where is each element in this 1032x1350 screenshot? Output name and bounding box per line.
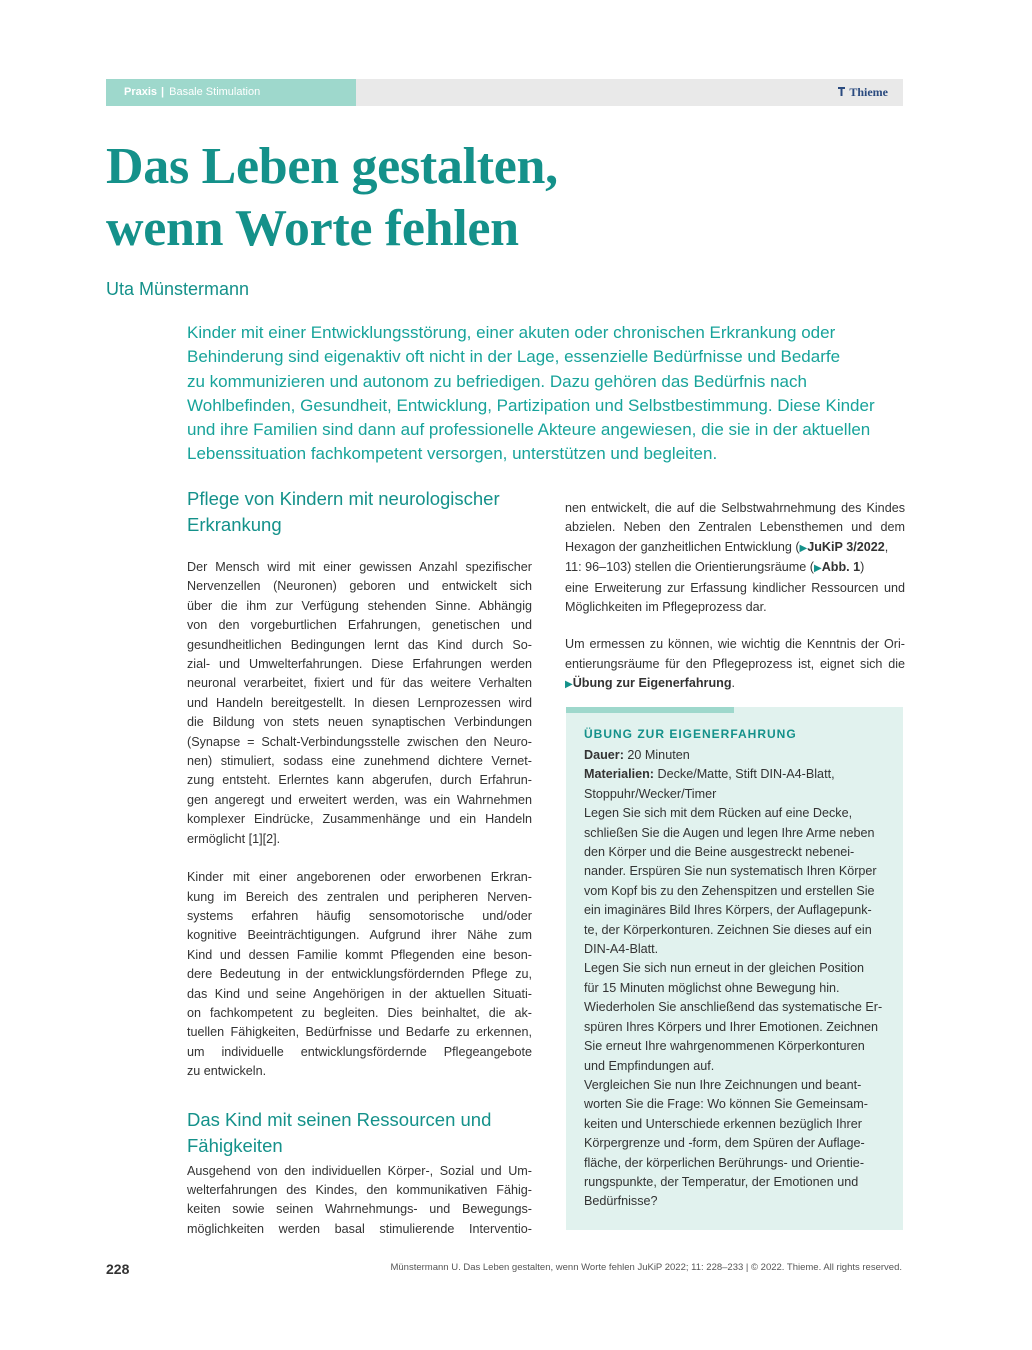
- paragraph-uebung-intro: [565, 635, 905, 694]
- article-abstract: [187, 321, 917, 467]
- text-line: Möglichkeiten im Pflegeprozess dar.: [565, 600, 767, 615]
- exercise-line: DIN-A4-Blatt.: [584, 942, 659, 957]
- duration-label: Dauer:: [584, 748, 624, 762]
- publisher-name: Thieme: [849, 85, 888, 99]
- exercise-line: Körpergrenze und -form, dem Spüren der Auflage-: [584, 1136, 865, 1151]
- text-line: die Bildung von stets neuen synaptischen Verbindungen: [187, 715, 532, 730]
- text-line: über die ihm zur Verfügung stehenden Sinne. Abhängig: [187, 598, 532, 613]
- text-line: ermöglicht [1][2].: [187, 831, 281, 846]
- duration-line: [584, 746, 889, 765]
- exercise-line: Legen Sie sich nun erneut in der gleichen Position: [584, 961, 865, 976]
- heading-line: Fähigkeiten: [187, 1134, 283, 1156]
- text-fragment: ): [860, 560, 865, 575]
- reference-link-abb1[interactable]: Abb. 1: [821, 560, 861, 575]
- text-line: entierungsräume für den Pflegeprozess ist, eignet sich die: [565, 656, 905, 671]
- box-accent-bar: [566, 707, 734, 713]
- exercise-line: fläche, der körperlichen Berührungs- und Orientie-: [584, 1155, 865, 1170]
- text-line: dere Bedeutung in der entwicklungsfördernden Pflege zu,: [187, 967, 532, 982]
- paragraph-ressourcen: [187, 1162, 532, 1240]
- text-line: Der Mensch wird mit einer gewissen Anzahl spezifischer: [187, 560, 532, 574]
- materials-value: Decke/Matte, Stift DIN-A4-Blatt,: [657, 767, 835, 782]
- section-tab: [106, 79, 356, 106]
- text-line: und Handeln bereitgestellt. In diesen Lernprozessen wird: [187, 695, 532, 710]
- text-line: abzielen. Neben den Zentralen Lebensthemen und dem: [565, 520, 905, 535]
- text-line: kung im Bereich des zentralen und peripheren Nerven-: [187, 889, 532, 904]
- exercise-content: [584, 726, 889, 1212]
- exercise-line: vom Kopf bis zu den Zehenspitzen und erstellen Sie: [584, 883, 875, 898]
- text-line: möglichkeiten werden basal stimulierende Interventio-: [187, 1221, 532, 1236]
- exercise-line: keiten und Unterschiede erkennen bezüglich Ihrer: [584, 1116, 862, 1131]
- paragraph-erkrankung: [187, 868, 532, 1081]
- exercise-line: Bedürfnisse?: [584, 1194, 658, 1209]
- exercise-line: Vergleichen Sie nun Ihre Zeichnungen und beant-: [584, 1077, 862, 1092]
- text-line: zung entsteht. Erlerntes kann abgerufen, durch Erfahrun-: [187, 773, 532, 788]
- heading-line: Pflege von Kindern mit neurologischer: [187, 488, 500, 509]
- text-line: [565, 674, 905, 694]
- text-fragment: Hexagon der ganzheitlichen Entwicklung (: [565, 539, 800, 554]
- text-line: Um ermessen zu können, wie wichtig die Kenntnis der Ori-: [565, 637, 905, 652]
- paragraph-orientierungsraeume: [565, 499, 905, 617]
- left-column: [187, 486, 532, 1239]
- exercise-box: [566, 707, 903, 1230]
- running-header: [106, 79, 903, 106]
- thieme-logo-icon: [837, 86, 846, 97]
- right-column: [565, 499, 905, 695]
- exercise-line: te, der Körperkonturen. Zeichnen Sie dieses auf ein: [584, 922, 872, 937]
- text-line: (Synapse = Schalt-Verbindungsstelle zwischen den Neuro-: [187, 734, 532, 749]
- abstract-line: zu kommunizieren und autonom zu befriedigen. Dazu gehören das Bedürfnis nach: [187, 371, 807, 391]
- exercise-line: rungspunkte, der Temperatur, der Emotionen und: [584, 1174, 859, 1189]
- exercise-line: ein imaginäres Bild Ihres Körpers, der Auflagepunk-: [584, 903, 872, 918]
- reference-arrow-icon: ▶: [813, 563, 822, 575]
- publisher-logo: [837, 79, 888, 106]
- text-line: um individuelle entwicklungsfördernde Pflegeangebote: [187, 1044, 532, 1059]
- exercise-line: schließen Sie die Augen und legen Ihre Arme neben: [584, 825, 875, 840]
- paragraph-neuronen: [187, 558, 532, 849]
- text-line: kognitive Beeinträchtigungen. Aufgrund ihrer Nähe zum: [187, 928, 532, 943]
- text-line: komplexer Eindrücke, Zusammenhänge und ein Handeln: [187, 812, 532, 827]
- materials-label: Materialien:: [584, 767, 654, 782]
- exercise-line: Wiederholen Sie anschließend das systematische Er-: [584, 1000, 883, 1015]
- abstract-line: Lebenssituation fachkompetent versorgen, unterstützen und begleiten.: [187, 444, 718, 464]
- heading-line: Das Kind mit seinen Ressourcen und: [187, 1108, 492, 1130]
- exercise-line: nander. Erspüren Sie nun systematisch Ihren Körper: [584, 864, 877, 879]
- exercise-line: für 15 Minuten möglichst ohne Bewegung hin.: [584, 980, 840, 995]
- text-line: tuellen Fähigkeiten, Bedürfnisse und Bedarfe zu erkennen,: [187, 1025, 532, 1040]
- materials-line: [584, 765, 889, 784]
- text-line: keiten sowie seinen Wahrnehmungs- und Bewegungs-: [187, 1202, 532, 1217]
- text-line: gesundheitlichen Bedingungen lernt das Kind durch So-: [187, 637, 532, 652]
- reference-link-jukip[interactable]: JuKiP 3/2022: [807, 539, 885, 554]
- text-line: eine Erweiterung zur Erfassung kindlicher Ressourcen und: [565, 580, 905, 595]
- heading-line: Erkrankung: [187, 514, 282, 535]
- text-line: nen entwickelt, die auf die Selbstwahrnehmung des Kindes: [565, 501, 905, 515]
- text-line: Nervenzellen (Neuronen) geboren und entwickelt sich: [187, 579, 532, 594]
- exercise-line: spüren Ihres Körpers und Ihrer Emotionen. Zeichnen: [584, 1019, 879, 1034]
- abstract-line: und ihre Familien sind dann auf professionelle Akteure angewiesen, die sie in der aktuellen: [187, 420, 871, 440]
- exercise-title: ÜBUNG ZUR EIGENERFAHRUNG: [584, 727, 797, 741]
- text-line: on fachkompetent zu begleiten. Dies beinhaltet, die ak-: [187, 1005, 532, 1020]
- exercise-line: Sie erneut Ihre wahrgenommenen Körperkonturen: [584, 1039, 865, 1054]
- section-separator: |: [161, 86, 165, 98]
- section-label: Praxis: [124, 86, 158, 98]
- section-heading-ressourcen: [187, 1107, 532, 1159]
- text-line: das Kind und seine Angehörigen in der aktuellen Situati-: [187, 986, 532, 1001]
- exercise-line: Legen Sie sich mit dem Rücken auf eine Decke,: [584, 806, 853, 821]
- abstract-line: Kinder mit einer Entwicklungsstörung, einer akuten oder chronischen Erkrankung oder: [187, 323, 836, 342]
- text-line: systems erfahren häufig sensomotorische und/oder: [187, 908, 532, 923]
- citation-footer: Münstermann U. Das Leben gestalten, wenn Worte fehlen JuKiP 2022; 11: 228–233 | © 2022. Thieme. All rights reserved.: [390, 1262, 902, 1273]
- text-line: Kind und dessen Familie kommt Pflegenden eine beson-: [187, 947, 532, 962]
- text-fragment: ,: [884, 539, 889, 554]
- materials-line-cont: Stoppuhr/Wecker/Timer: [584, 786, 717, 801]
- exercise-text: [584, 746, 889, 1212]
- duration-value: 20 Minuten: [627, 748, 690, 762]
- exercise-line: worten Sie die Frage: Wo können Sie Gemeinsam-: [584, 1097, 868, 1112]
- text-line: [565, 558, 905, 578]
- page-number: 228: [106, 1261, 130, 1277]
- exercise-line: und Empfindungen auf.: [584, 1058, 715, 1073]
- text-line: gen angeregt und erweitert werden, was ein Wahrnehmen: [187, 792, 532, 807]
- abstract-line: Behinderung sind eigenaktiv oft nicht in der Lage, essenzielle Bedürfnisse und Bedarfe: [187, 347, 841, 367]
- abstract-line: Wohlbefinden, Gesundheit, Entwicklung, Partizipation und Selbstbestimmung. Diese Kinder: [187, 395, 875, 415]
- reference-arrow-icon: ▶: [565, 679, 573, 691]
- title-line: Das Leben gestalten,: [106, 138, 558, 195]
- topic-label: Basale Stimulation: [169, 86, 261, 98]
- text-line: Kinder mit einer angeborenen oder erworbenen Erkran-: [187, 870, 532, 885]
- text-line: neuronal verarbeitet, fixiert und für das weitere Verhalten: [187, 676, 532, 691]
- text-fragment: 11: 96–103) stellen die Orientierungsräume (: [565, 560, 814, 575]
- text-line: von den vorgeburtlichen Erfahrungen, genetischen und: [187, 618, 532, 633]
- text-line: zu entwickeln.: [187, 1064, 267, 1079]
- text-fragment: .: [731, 676, 736, 691]
- exercise-line: den Körper und die Beine ausgestreckt nebenei-: [584, 845, 855, 860]
- author-name: Uta Münstermann: [106, 279, 250, 299]
- text-line: zial- und Umwelterfahrungen. Diese Erfahrungen werden: [187, 657, 532, 672]
- text-line: nen) stimuliert, sodass eine zunehmend dichtere Vernet-: [187, 754, 532, 769]
- text-line: [565, 538, 905, 558]
- reference-arrow-icon: ▶: [799, 542, 808, 554]
- text-line: Ausgehend von den individuellen Körper-, Sozial und Um-: [187, 1163, 532, 1178]
- title-line: wenn Worte fehlen: [106, 200, 519, 257]
- reference-link-uebung[interactable]: Übung zur Eigenerfahrung: [572, 676, 732, 691]
- text-line: welterfahrungen des Kindes, den kommunikativen Fähig-: [187, 1182, 532, 1197]
- article-title: [106, 136, 558, 260]
- section-heading-pflege: [187, 486, 532, 538]
